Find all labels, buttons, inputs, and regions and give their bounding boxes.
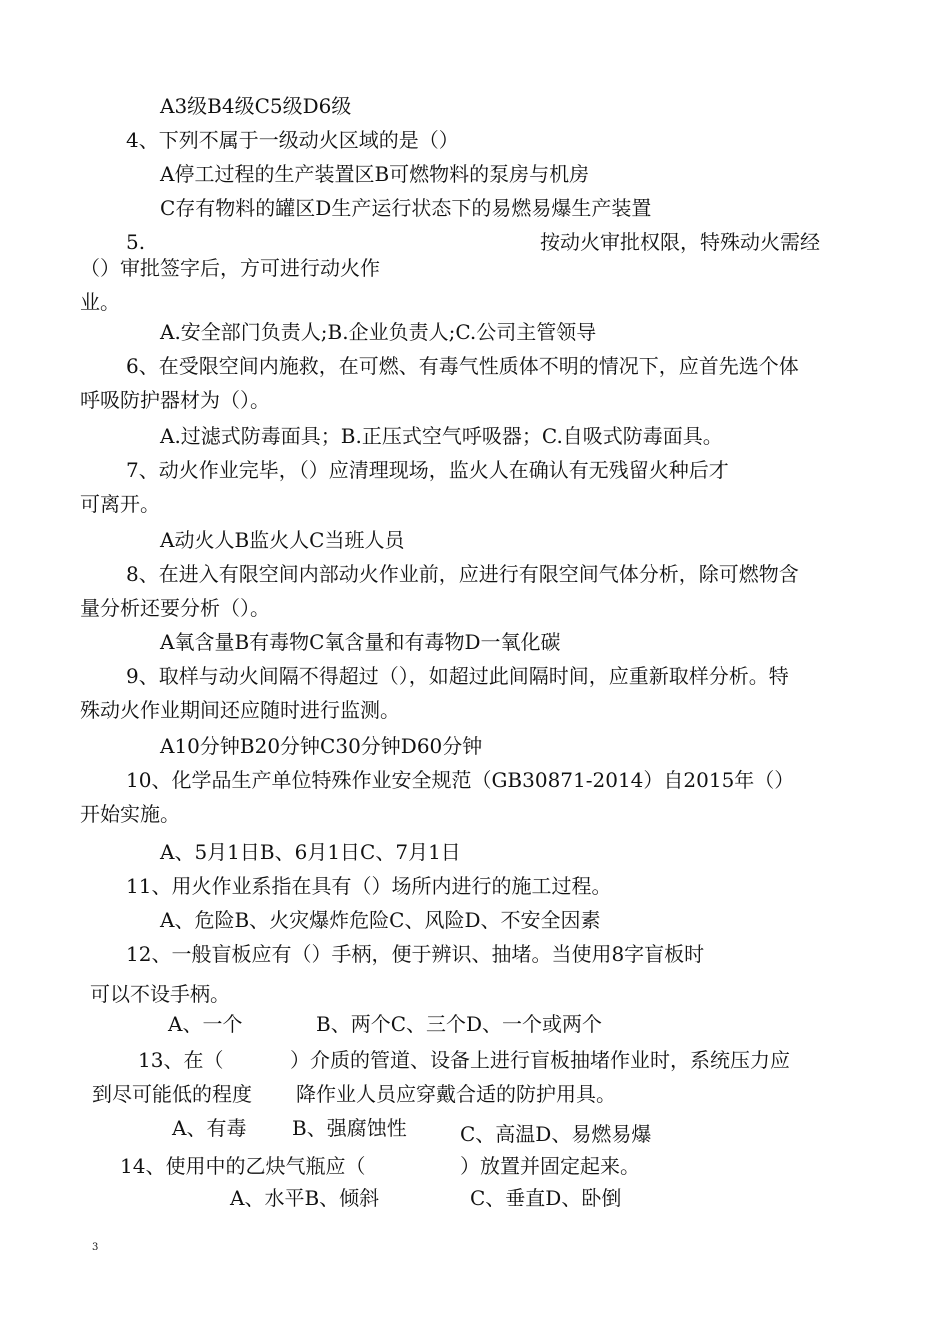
- option-c-d: C、高温D、易燃易爆: [460, 1122, 652, 1146]
- question-11: 11、用火作业系指在具有（）场所内进行的施工过程。: [126, 874, 612, 898]
- text-line: A氧含量B有毒物C氧含量和有毒物D一氧化碳: [160, 630, 561, 654]
- text-line: 开始实施。: [80, 802, 180, 826]
- question-7: 7、动火作业完毕，（）应清理现场，监火人在确认有无残留火种后才: [126, 458, 729, 482]
- page-number: 3: [92, 1242, 99, 1253]
- option-a-b: A、水平B、倾斜: [230, 1186, 380, 1210]
- text-line: ）介质的管道、设备上进行盲板抽堵作业时，系统压力应: [290, 1048, 790, 1072]
- text-line: 呼吸防护器材为（）。: [80, 388, 270, 412]
- question-6: 6、在受限空间内施救，在可燃、有毒气性质体不明的情况下，应首先选个体: [126, 354, 799, 378]
- text-line: （）审批签字后，方可进行动火作: [80, 256, 380, 280]
- text-line: A.过滤式防毒面具；B.正压式空气呼吸器；C.自吸式防毒面具。: [160, 424, 723, 448]
- text-line: A动火人B监火人C当班人员: [160, 528, 405, 552]
- text-line: 可离开。: [80, 492, 160, 516]
- text-line: A.安全部门负责人;B.企业负责人;C.公司主管领导: [160, 320, 597, 344]
- question-10: 10、化学品生产单位特殊作业安全规范（GB30871-2014）自2015年（）: [126, 768, 795, 792]
- text-line: C存有物料的罐区D生产运行状态下的易燃易爆生产装置: [160, 196, 652, 220]
- text-line: A3级B4级C5级D6级: [160, 94, 352, 118]
- question-4: 4、下列不属于一级动火区域的是（）: [126, 128, 459, 152]
- text-line: 殊动火作业期间还应随时进行监测。: [80, 698, 400, 722]
- option-a: A、有毒: [172, 1116, 247, 1140]
- question-9: 9、取样与动火间隔不得超过（），如超过此间隔时间，应重新取样分析。特: [126, 664, 789, 688]
- text-line: 到尽可能低的程度: [92, 1082, 252, 1106]
- text-line: 降作业人员应穿戴合适的防护用具。: [296, 1082, 616, 1106]
- option-b-c-d: B、两个C、三个D、一个或两个: [316, 1012, 603, 1036]
- text-line: ）放置并固定起来。: [460, 1154, 640, 1178]
- option-a: A、一个: [168, 1012, 243, 1036]
- question-8: 8、在进入有限空间内部动火作业前，应进行有限空间气体分析，除可燃物含: [126, 562, 799, 586]
- question-13: 13、在（: [138, 1048, 224, 1072]
- option-c-d: C、垂直D、卧倒: [470, 1186, 622, 1210]
- question-5: 按动火审批权限，特殊动火需经: [540, 230, 820, 254]
- text-line: A10分钟B20分钟C30分钟D60分钟: [160, 734, 483, 758]
- text-line: 业。: [80, 290, 120, 314]
- question-12: 12、一般盲板应有（）手柄，便于辨识、抽堵。当使用8字盲板时: [126, 942, 705, 966]
- text-line: A停工过程的生产装置区B可燃物料的泵房与机房: [160, 162, 590, 186]
- text-line: 可以不设手柄。: [90, 982, 230, 1006]
- text-line: A、5月1日B、6月1日C、7月1日: [160, 840, 461, 864]
- question-14: 14、使用中的乙炔气瓶应（: [120, 1154, 366, 1178]
- option-b: B、强腐蚀性: [292, 1116, 407, 1140]
- text-line: 量分析还要分析（）。: [80, 596, 270, 620]
- question-5-number: 5.: [126, 230, 146, 254]
- text-line: A、危险B、火灾爆炸危险C、风险D、不安全因素: [160, 908, 601, 932]
